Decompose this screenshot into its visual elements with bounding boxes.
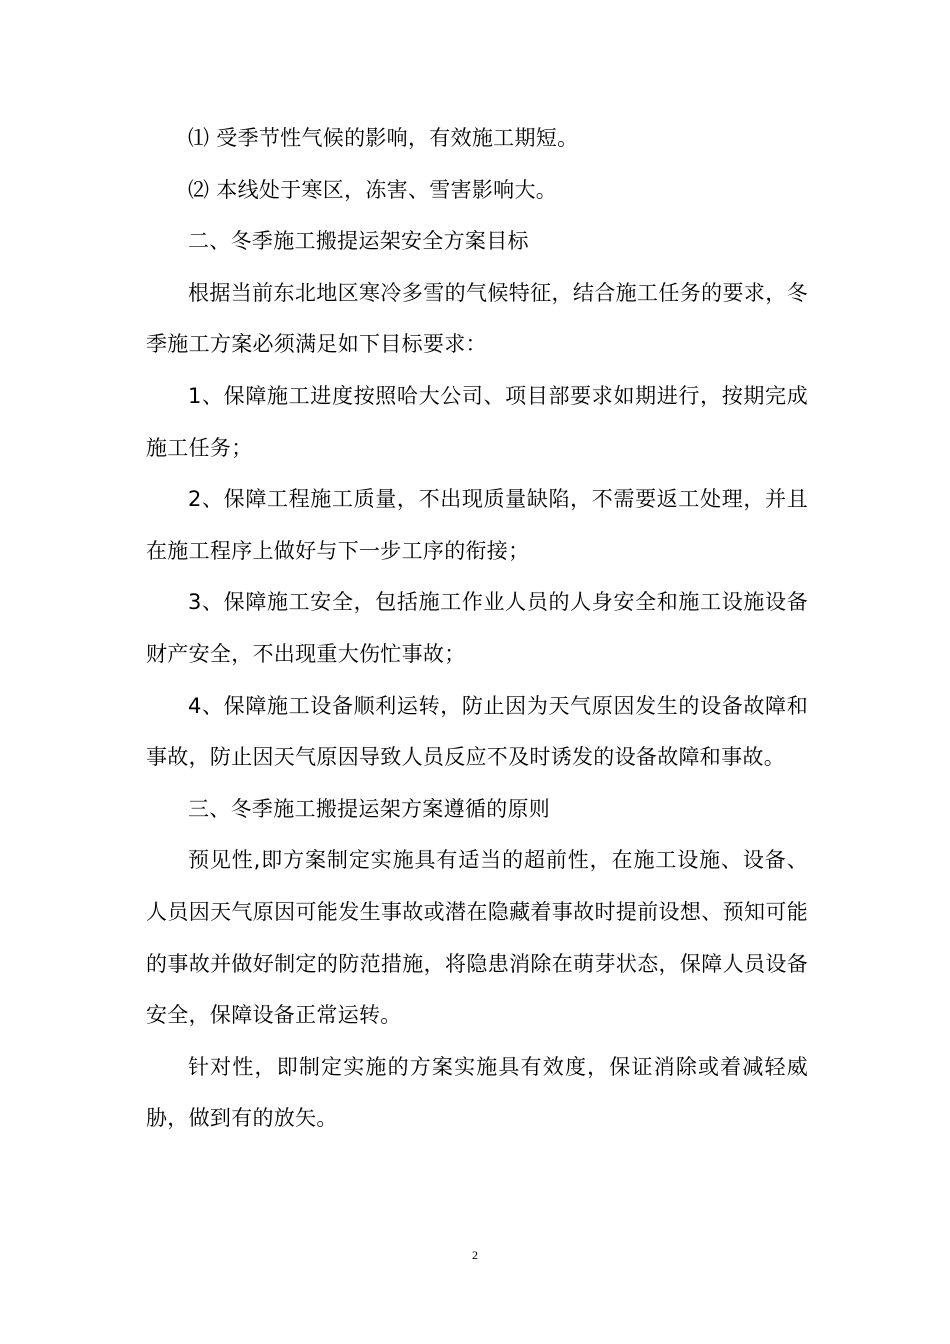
principle-pertinence: 针对性，即制定实施的方案实施具有效度，保证消除或着减轻威胁，做到有的放矢。: [146, 1054, 808, 1131]
goal-item-2: 2、保障工程施工质量，不出现质量缺陷，不需要返工处理，并且在施工程序上做好与下一步工序的衔接；: [146, 487, 808, 563]
goal-item-1: 1、保障施工进度按照哈大公司、项目部要求如期进行，按期完成施工任务；: [146, 383, 808, 460]
section-heading-2: 二、冬季施工搬提运架安全方案目标: [188, 229, 529, 254]
page-number: 2: [472, 1248, 478, 1262]
principle-foresight: 预见性,即方案制定实施具有适当的超前性，在施工设施、设备、人员因天气原因可能发生事故或潜在隐藏着事故时提前设想、预知可能的事故并做好制定的防范措施，将隐患消除在萌芽状态，保障人员设备安全，保障设备正常运转。: [146, 848, 808, 1028]
paragraph-2: ⑵ 本线处于寒区，冻害、雪害影响大。: [188, 177, 558, 202]
paragraph-1: ⑴ 受季节性气候的影响，有效施工期短。: [188, 126, 579, 150]
page-body: [146, 113, 808, 1145]
section-heading-3: 三、冬季施工搬提运架方案遵循的原则: [188, 796, 551, 821]
goal-item-4: 4、保障施工设备顺利运转，防止因为天气原因发生的设备故障和事故，防止因天气原因导致人员反应不及时诱发的设备故障和事故。: [146, 693, 808, 770]
goal-item-3: 3、保障施工安全，包括施工作业人员的人身安全和施工设施设备财产安全，不出现重大伤忙事故；: [146, 590, 808, 666]
paragraph-3: 根据当前东北地区寒冷多雪的气候特征，结合施工任务的要求，冬季施工方案必须满足如下目标要求：: [146, 280, 808, 357]
